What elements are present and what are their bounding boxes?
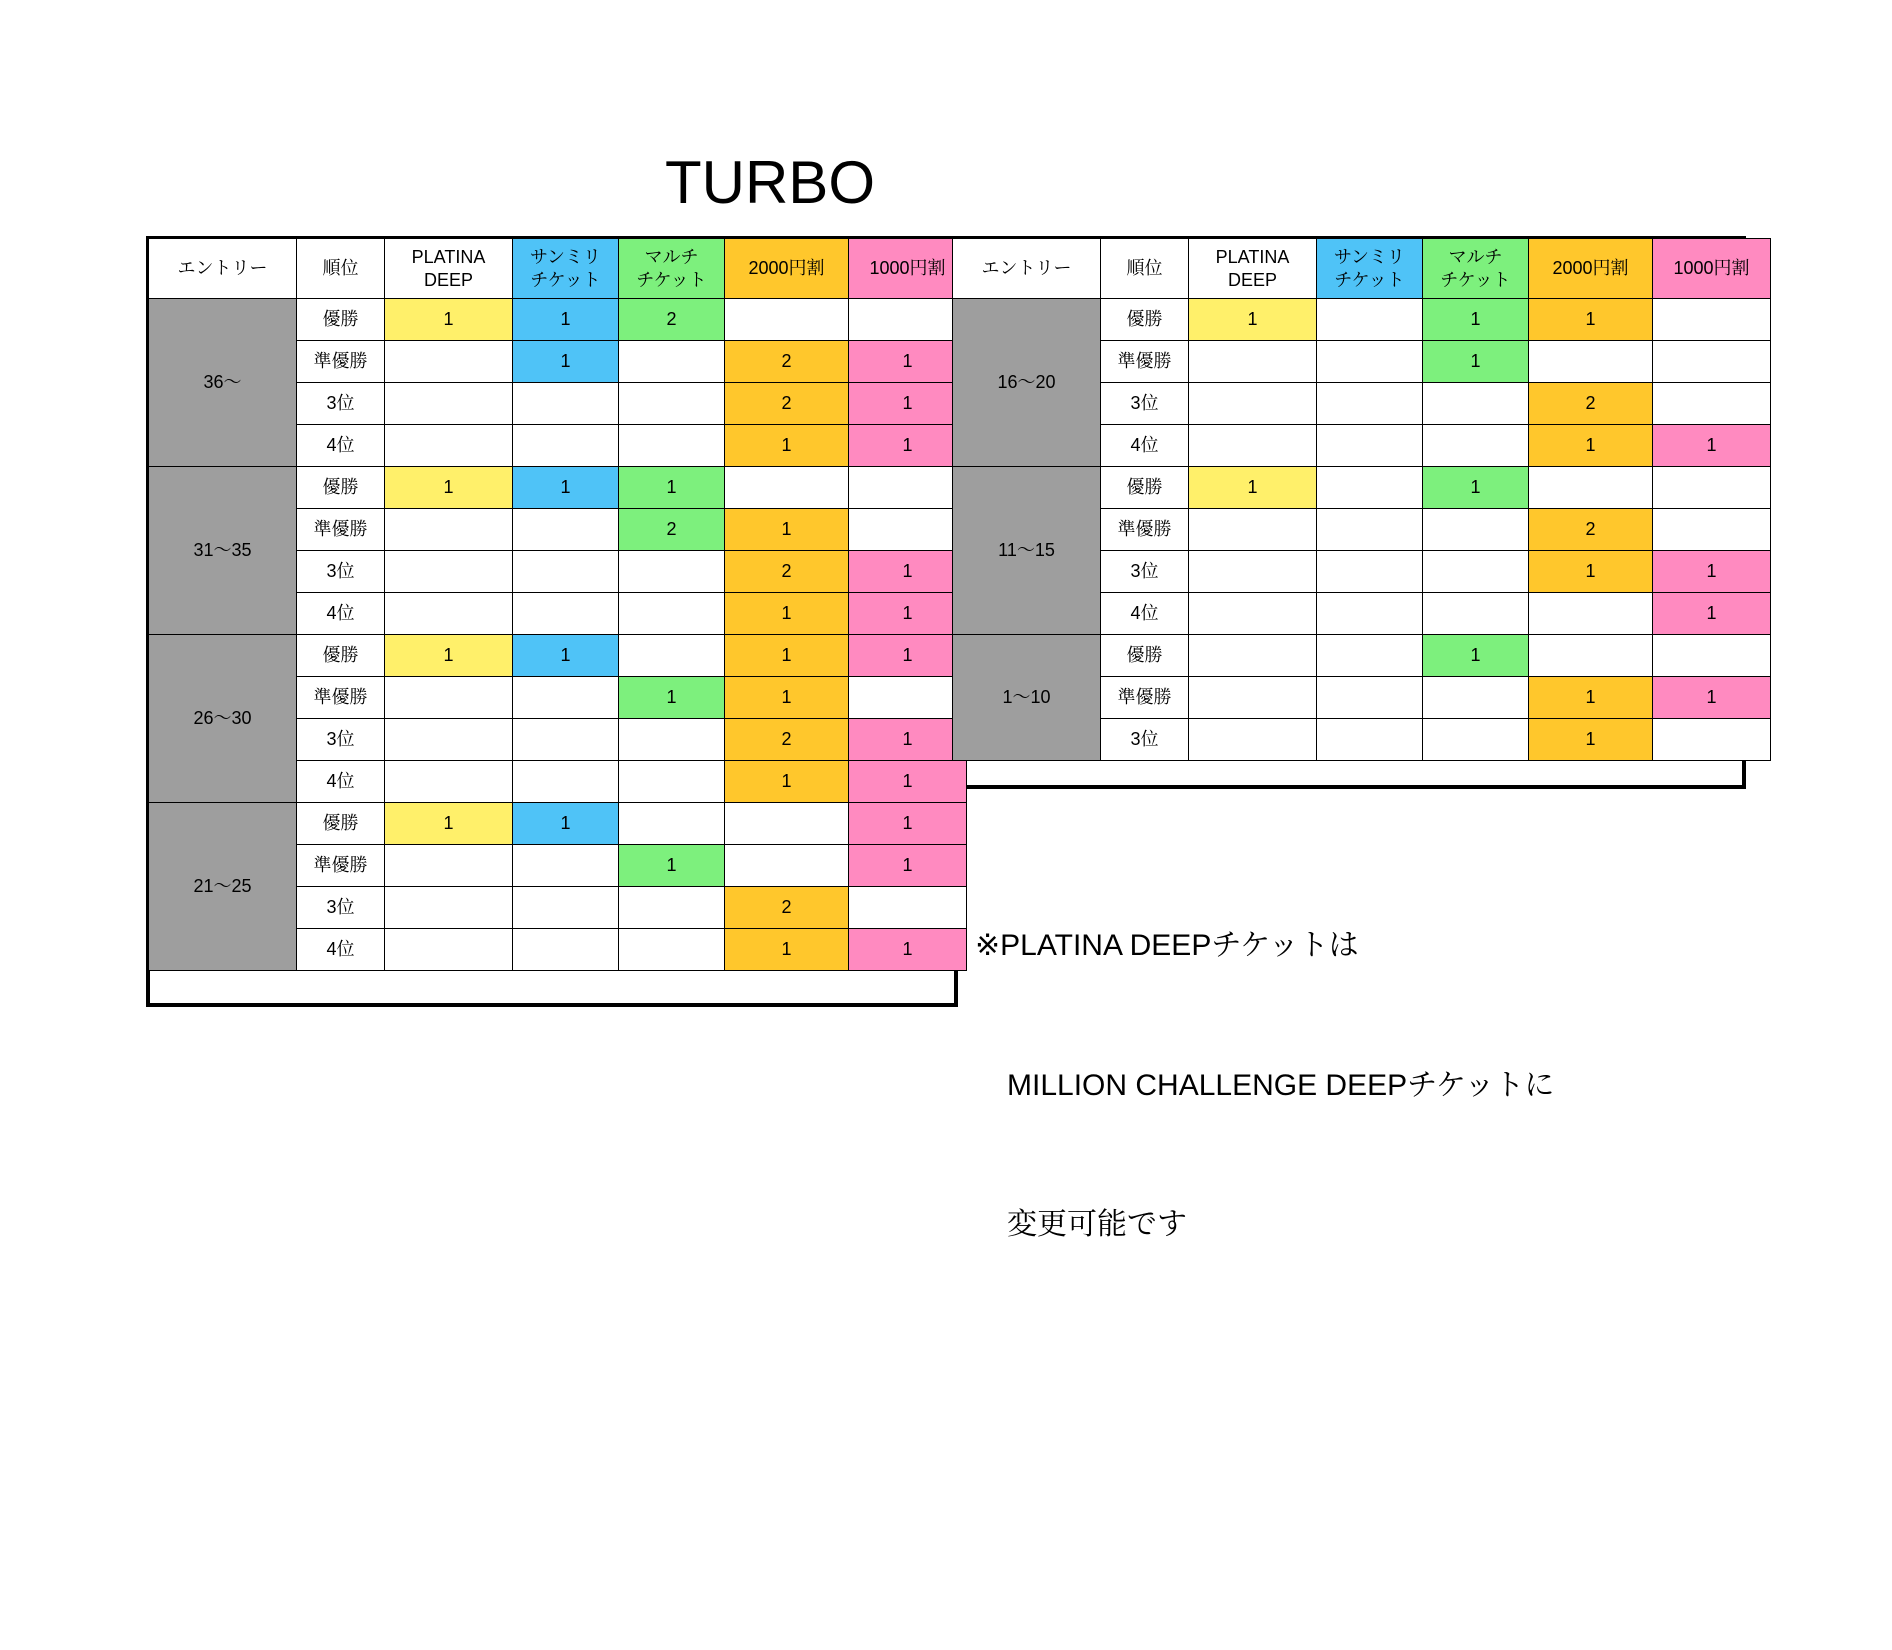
prize-cell-multi-ticket — [1423, 677, 1529, 719]
prize-cell-sanmiri-ticket — [513, 761, 619, 803]
prize-cell-multi-ticket: 1 — [619, 467, 725, 509]
prize-cell-platina-deep: 1 — [1189, 467, 1317, 509]
footnote — [975, 830, 1554, 1342]
prize-cell-sanmiri-ticket — [513, 425, 619, 467]
footnote-line-3: 変更可能です — [1007, 1208, 1187, 1241]
prize-cell-multi-ticket — [619, 551, 725, 593]
rank-cell: 優勝 — [1101, 635, 1189, 677]
prize-cell-1000yen-discount: 1 — [1653, 425, 1771, 467]
prize-cell-sanmiri-ticket — [1317, 593, 1423, 635]
prize-cell-1000yen-discount: 1 — [849, 341, 967, 383]
header-sanmiri-ticket — [513, 239, 619, 299]
prize-cell-platina-deep: 1 — [385, 803, 513, 845]
prize-cell-2000yen-discount — [1529, 635, 1653, 677]
prize-cell-platina-deep: 1 — [1189, 299, 1317, 341]
table-row — [953, 467, 1771, 509]
prize-cell-1000yen-discount — [1653, 635, 1771, 677]
prize-cell-multi-ticket — [1423, 425, 1529, 467]
prize-table-left — [148, 238, 967, 971]
prize-cell-platina-deep — [1189, 719, 1317, 761]
prize-cell-sanmiri-ticket — [1317, 551, 1423, 593]
rank-cell: 3位 — [1101, 551, 1189, 593]
prize-cell-1000yen-discount: 1 — [849, 383, 967, 425]
prize-cell-platina-deep — [385, 929, 513, 971]
header-platina-line1: PLATINA — [411, 247, 486, 267]
header-sanmiri-line2: チケット — [530, 269, 601, 290]
prize-cell-1000yen-discount — [1653, 299, 1771, 341]
rank-cell: 優勝 — [1101, 467, 1189, 509]
prize-cell-multi-ticket — [1423, 551, 1529, 593]
header-rank: 順位 — [297, 239, 385, 299]
prize-cell-sanmiri-ticket — [1317, 677, 1423, 719]
prize-cell-multi-ticket — [619, 383, 725, 425]
prize-cell-platina-deep — [1189, 635, 1317, 677]
prize-cell-1000yen-discount: 1 — [849, 635, 967, 677]
prize-cell-2000yen-discount: 1 — [725, 509, 849, 551]
prize-cell-2000yen-discount — [725, 299, 849, 341]
header-entry: エントリー — [149, 239, 297, 299]
header-multi-ticket — [619, 239, 725, 299]
prize-cell-platina-deep — [385, 761, 513, 803]
header-sanmiri-line1: サンミリ — [529, 247, 602, 267]
prize-cell-1000yen-discount: 1 — [1653, 593, 1771, 635]
rank-cell: 4位 — [297, 593, 385, 635]
prize-cell-multi-ticket: 1 — [619, 677, 725, 719]
prize-cell-sanmiri-ticket — [513, 845, 619, 887]
prize-cell-sanmiri-ticket: 1 — [513, 341, 619, 383]
prize-cell-multi-ticket — [619, 761, 725, 803]
prize-cell-multi-ticket — [619, 425, 725, 467]
prize-cell-platina-deep — [385, 845, 513, 887]
prize-cell-2000yen-discount: 1 — [1529, 551, 1653, 593]
header-row — [953, 239, 1771, 299]
prize-cell-multi-ticket — [1423, 509, 1529, 551]
header-platina-line1: PLATINA — [1215, 247, 1290, 267]
prize-cell-1000yen-discount — [1653, 467, 1771, 509]
prize-cell-2000yen-discount: 2 — [1529, 383, 1653, 425]
header-sanmiri-ticket — [1317, 239, 1423, 299]
prize-cell-sanmiri-ticket — [1317, 509, 1423, 551]
rank-cell: 3位 — [297, 719, 385, 761]
prize-cell-1000yen-discount: 1 — [849, 929, 967, 971]
prize-cell-2000yen-discount: 1 — [725, 761, 849, 803]
prize-cell-platina-deep: 1 — [385, 635, 513, 677]
header-platina-deep — [1189, 239, 1317, 299]
prize-cell-sanmiri-ticket — [1317, 635, 1423, 677]
prize-cell-platina-deep — [1189, 383, 1317, 425]
prize-cell-multi-ticket — [619, 635, 725, 677]
prize-cell-sanmiri-ticket — [513, 929, 619, 971]
footnote-line-1: ※PLATINA DEEPチケットは — [975, 929, 1359, 962]
header-row — [149, 239, 967, 299]
rank-cell: 優勝 — [297, 467, 385, 509]
prize-cell-1000yen-discount: 1 — [1653, 677, 1771, 719]
prize-cell-2000yen-discount: 1 — [725, 425, 849, 467]
prize-cell-sanmiri-ticket — [1317, 425, 1423, 467]
header-multi-ticket — [1423, 239, 1529, 299]
table-row — [149, 635, 967, 677]
prize-cell-platina-deep — [385, 593, 513, 635]
prize-cell-1000yen-discount — [1653, 383, 1771, 425]
header-sanmiri-line1: サンミリ — [1333, 247, 1406, 267]
prize-cell-multi-ticket — [619, 593, 725, 635]
left-table-container — [148, 238, 967, 971]
prize-cell-1000yen-discount: 1 — [849, 551, 967, 593]
prize-cell-1000yen-discount: 1 — [1653, 551, 1771, 593]
prize-cell-1000yen-discount: 1 — [849, 593, 967, 635]
header-multi-line1: マルチ — [644, 247, 699, 267]
table-row — [953, 635, 1771, 677]
left-table-header — [149, 239, 967, 299]
prize-cell-multi-ticket — [619, 887, 725, 929]
header-sanmiri-line2: チケット — [1334, 269, 1405, 290]
rank-cell: 優勝 — [297, 635, 385, 677]
prize-cell-platina-deep: 1 — [385, 467, 513, 509]
prize-cell-sanmiri-ticket: 1 — [513, 635, 619, 677]
prize-cell-multi-ticket — [1423, 593, 1529, 635]
right-table-container — [952, 238, 1771, 761]
page-title: TURBO — [665, 149, 875, 216]
header-platina-deep — [385, 239, 513, 299]
rank-cell: 4位 — [297, 929, 385, 971]
rank-cell: 優勝 — [297, 803, 385, 845]
prize-cell-2000yen-discount: 1 — [725, 593, 849, 635]
rank-cell: 3位 — [297, 383, 385, 425]
entry-range-cell: 26〜30 — [149, 635, 297, 803]
header-platina-line2: DEEP — [423, 269, 474, 290]
prize-cell-2000yen-discount: 2 — [725, 341, 849, 383]
prize-cell-sanmiri-ticket — [1317, 467, 1423, 509]
prize-cell-sanmiri-ticket — [513, 593, 619, 635]
prize-cell-sanmiri-ticket — [1317, 341, 1423, 383]
prize-cell-sanmiri-ticket — [1317, 383, 1423, 425]
prize-cell-1000yen-discount — [1653, 509, 1771, 551]
rank-cell: 4位 — [297, 761, 385, 803]
prize-cell-platina-deep — [1189, 509, 1317, 551]
prize-cell-sanmiri-ticket — [513, 719, 619, 761]
rank-cell: 3位 — [1101, 719, 1189, 761]
header-multi-line2: チケット — [1440, 269, 1511, 290]
prize-cell-1000yen-discount — [849, 467, 967, 509]
prize-cell-2000yen-discount: 1 — [1529, 719, 1653, 761]
prize-cell-sanmiri-ticket — [513, 509, 619, 551]
prize-cell-sanmiri-ticket — [1317, 299, 1423, 341]
header-rank: 順位 — [1101, 239, 1189, 299]
prize-cell-multi-ticket: 1 — [1423, 467, 1529, 509]
prize-cell-1000yen-discount — [1653, 341, 1771, 383]
prize-cell-2000yen-discount: 1 — [725, 635, 849, 677]
entry-range-cell: 1〜10 — [953, 635, 1101, 761]
prize-cell-2000yen-discount: 1 — [1529, 299, 1653, 341]
table-row — [149, 803, 967, 845]
prize-cell-platina-deep — [385, 887, 513, 929]
left-table-body — [149, 299, 967, 971]
prize-cell-platina-deep: 1 — [385, 299, 513, 341]
entry-range-cell: 36〜 — [149, 299, 297, 467]
prize-cell-sanmiri-ticket: 1 — [513, 803, 619, 845]
prize-cell-1000yen-discount — [849, 509, 967, 551]
prize-cell-platina-deep — [385, 425, 513, 467]
table-row — [953, 299, 1771, 341]
prize-cell-2000yen-discount — [1529, 467, 1653, 509]
prize-cell-platina-deep — [1189, 593, 1317, 635]
prize-cell-1000yen-discount: 1 — [849, 425, 967, 467]
prize-cell-2000yen-discount: 1 — [725, 677, 849, 719]
prize-cell-2000yen-discount — [725, 803, 849, 845]
prize-cell-1000yen-discount — [849, 677, 967, 719]
prize-cell-2000yen-discount: 1 — [725, 929, 849, 971]
rank-cell: 準優勝 — [297, 509, 385, 551]
prize-cell-multi-ticket: 2 — [619, 299, 725, 341]
prize-cell-sanmiri-ticket — [513, 887, 619, 929]
prize-cell-multi-ticket — [1423, 383, 1529, 425]
prize-cell-2000yen-discount — [1529, 593, 1653, 635]
right-table-body — [953, 299, 1771, 761]
prize-cell-platina-deep — [385, 341, 513, 383]
prize-cell-2000yen-discount: 2 — [725, 887, 849, 929]
prize-cell-platina-deep — [1189, 341, 1317, 383]
header-multi-line2: チケット — [636, 269, 707, 290]
prize-cell-1000yen-discount — [849, 887, 967, 929]
prize-cell-multi-ticket: 1 — [1423, 341, 1529, 383]
prize-cell-platina-deep — [1189, 551, 1317, 593]
entry-range-cell: 31〜35 — [149, 467, 297, 635]
prize-cell-2000yen-discount: 1 — [1529, 677, 1653, 719]
prize-cell-platina-deep — [385, 509, 513, 551]
prize-cell-multi-ticket — [619, 803, 725, 845]
prize-cell-sanmiri-ticket — [513, 383, 619, 425]
prize-cell-sanmiri-ticket — [513, 677, 619, 719]
rank-cell: 準優勝 — [1101, 341, 1189, 383]
rank-cell: 3位 — [297, 551, 385, 593]
prize-cell-1000yen-discount: 1 — [849, 845, 967, 887]
header-1000yen-discount: 1000円割 — [849, 239, 967, 299]
header-1000yen-discount: 1000円割 — [1653, 239, 1771, 299]
prize-cell-2000yen-discount — [725, 467, 849, 509]
entry-range-cell: 16〜20 — [953, 299, 1101, 467]
prize-cell-multi-ticket — [619, 341, 725, 383]
entry-range-cell: 21〜25 — [149, 803, 297, 971]
prize-cell-multi-ticket — [1423, 719, 1529, 761]
prize-cell-sanmiri-ticket — [513, 551, 619, 593]
rank-cell: 準優勝 — [297, 677, 385, 719]
rank-cell: 準優勝 — [297, 845, 385, 887]
prize-cell-sanmiri-ticket: 1 — [513, 467, 619, 509]
rank-cell: 準優勝 — [1101, 677, 1189, 719]
prize-cell-2000yen-discount — [1529, 341, 1653, 383]
prize-cell-multi-ticket — [619, 929, 725, 971]
prize-cell-1000yen-discount: 1 — [849, 719, 967, 761]
prize-cell-1000yen-discount: 1 — [849, 761, 967, 803]
rank-cell: 3位 — [1101, 383, 1189, 425]
prize-cell-sanmiri-ticket — [1317, 719, 1423, 761]
prize-cell-2000yen-discount: 2 — [725, 383, 849, 425]
table-row — [149, 299, 967, 341]
prize-cell-multi-ticket: 1 — [1423, 635, 1529, 677]
header-entry: エントリー — [953, 239, 1101, 299]
prize-cell-platina-deep — [385, 383, 513, 425]
prize-cell-multi-ticket — [619, 719, 725, 761]
prize-cell-platina-deep — [385, 551, 513, 593]
table-row — [149, 467, 967, 509]
prize-cell-platina-deep — [385, 719, 513, 761]
rank-cell: 優勝 — [297, 299, 385, 341]
prize-table-right — [952, 238, 1771, 761]
prize-cell-platina-deep — [1189, 425, 1317, 467]
footnote-line-2: MILLION CHALLENGE DEEPチケットに — [1007, 1068, 1555, 1102]
prize-cell-2000yen-discount — [725, 845, 849, 887]
prize-cell-2000yen-discount: 2 — [725, 719, 849, 761]
prize-cell-1000yen-discount: 1 — [849, 803, 967, 845]
prize-cell-multi-ticket: 2 — [619, 509, 725, 551]
prize-cell-platina-deep — [1189, 677, 1317, 719]
prize-cell-multi-ticket: 1 — [1423, 299, 1529, 341]
prize-cell-platina-deep — [385, 677, 513, 719]
rank-cell: 準優勝 — [297, 341, 385, 383]
rank-cell: 準優勝 — [1101, 509, 1189, 551]
rank-cell: 4位 — [297, 425, 385, 467]
rank-cell: 3位 — [297, 887, 385, 929]
prize-cell-1000yen-discount — [849, 299, 967, 341]
prize-cell-multi-ticket: 1 — [619, 845, 725, 887]
header-platina-line2: DEEP — [1227, 269, 1278, 290]
prize-cell-2000yen-discount: 2 — [725, 551, 849, 593]
right-table-header — [953, 239, 1771, 299]
prize-cell-1000yen-discount — [1653, 719, 1771, 761]
header-2000yen-discount: 2000円割 — [725, 239, 849, 299]
prize-cell-2000yen-discount: 2 — [1529, 509, 1653, 551]
header-multi-line1: マルチ — [1448, 247, 1503, 267]
rank-cell: 優勝 — [1101, 299, 1189, 341]
prize-cell-sanmiri-ticket: 1 — [513, 299, 619, 341]
entry-range-cell: 11〜15 — [953, 467, 1101, 635]
header-2000yen-discount: 2000円割 — [1529, 239, 1653, 299]
rank-cell: 4位 — [1101, 425, 1189, 467]
prize-cell-2000yen-discount: 1 — [1529, 425, 1653, 467]
rank-cell: 4位 — [1101, 593, 1189, 635]
